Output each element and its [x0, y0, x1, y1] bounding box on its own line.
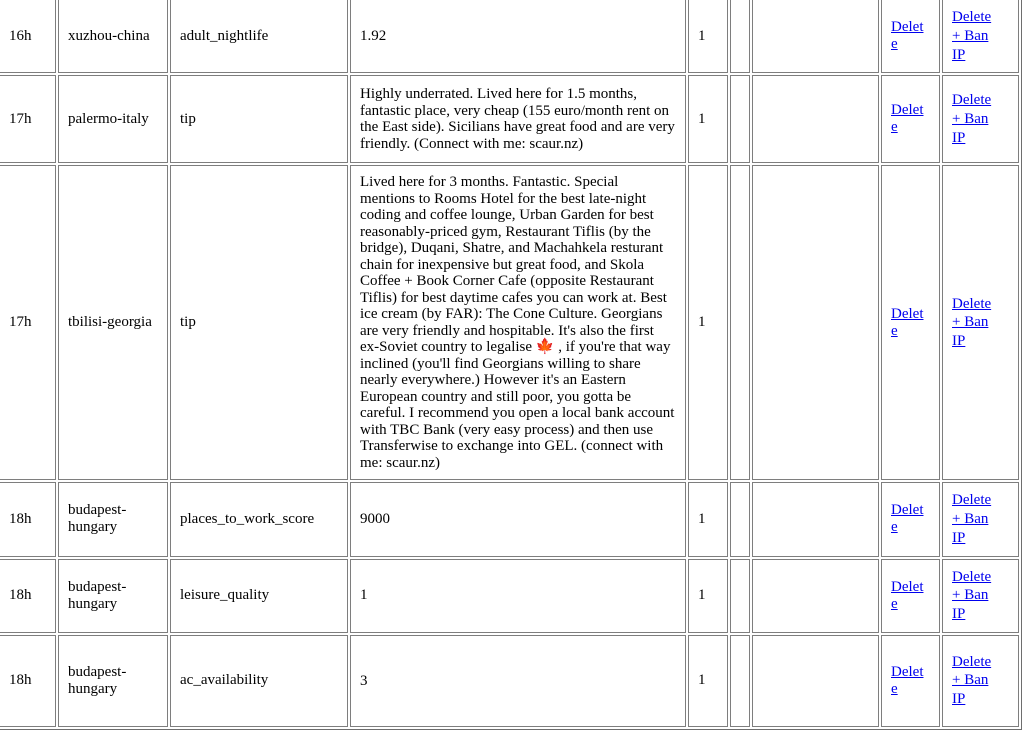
metric-key-cell: tip	[170, 75, 348, 163]
empty-cell-narrow	[730, 559, 750, 633]
delete-ban-cell	[942, 635, 1019, 727]
delete-ban-ip-link[interactable]: Delete + Ban IP	[952, 653, 992, 708]
delete-ban-cell	[942, 482, 1019, 556]
value-cell: 9000	[350, 482, 686, 556]
delete-ban-cell	[942, 165, 1019, 480]
table-row	[0, 75, 1019, 163]
delete-link[interactable]: Delete	[891, 305, 924, 339]
empty-cell-narrow	[730, 75, 750, 163]
table-row	[0, 559, 1019, 633]
time-cell: 18h	[0, 482, 56, 556]
city-cell: palermo-italy	[58, 75, 168, 163]
delete-link[interactable]: Delete	[891, 102, 924, 136]
delete-cell	[881, 482, 940, 556]
time-cell: 17h	[0, 165, 56, 480]
count-cell: 1	[688, 0, 728, 73]
value-cell: Lived here for 3 months. Fantastic. Special mentions to Rooms Hotel for the best late-night coding and coffee lounge, Urban Garden for best reasonably-priced gym, Restaurant Tiflis (by the bridge), Duqani, Shatre, and Machahkela resturant chain for inexpensive but great food, and Skola Coffee + Book Corner Cafe (opposite Restaurant Tiflis) for best daytime cafes you can work at. Best ice cream (by FAR): The Cone Culture. Georgians are very friendly and hospitable. It's also the first ex-Soviet country to legalise 🍁 , if you're that way inclined (you'll find Georgians willing to share nearly everywhere.) However it's an Eastern European country and still poor, you gotta be careful. I recommend you open a local bank account with TBC Bank (very easy process) and then use Transferwise to exchange into GEL. (connect with me: scaur.nz)	[350, 165, 686, 480]
metric-key-cell: tip	[170, 165, 348, 480]
empty-cell-narrow	[730, 165, 750, 480]
empty-cell-wide	[752, 0, 879, 73]
metric-key-cell: places_to_work_score	[170, 482, 348, 556]
delete-ban-cell	[942, 75, 1019, 163]
time-cell: 16h	[0, 0, 56, 73]
empty-cell-wide	[752, 75, 879, 163]
delete-cell	[881, 0, 940, 73]
delete-ban-ip-link[interactable]: Delete + Ban IP	[952, 568, 992, 622]
count-cell: 1	[688, 165, 728, 480]
delete-ban-ip-link[interactable]: Delete + Ban IP	[952, 492, 992, 546]
delete-link[interactable]: Delete	[891, 578, 924, 612]
time-cell: 18h	[0, 559, 56, 633]
empty-cell-narrow	[730, 635, 750, 727]
delete-ban-cell	[942, 559, 1019, 633]
metric-key-cell: ac_availability	[170, 635, 348, 727]
value-cell: 1	[350, 559, 686, 633]
delete-cell	[881, 75, 940, 163]
delete-ban-ip-link[interactable]: Delete + Ban IP	[952, 295, 992, 350]
delete-link[interactable]: Delete	[891, 663, 924, 697]
delete-cell	[881, 635, 940, 727]
table-row	[0, 482, 1019, 556]
count-cell: 1	[688, 482, 728, 556]
delete-ban-ip-link[interactable]: Delete + Ban IP	[952, 92, 992, 146]
count-cell: 1	[688, 635, 728, 727]
table-row	[0, 635, 1019, 727]
empty-cell-wide	[752, 165, 879, 480]
time-cell: 18h	[0, 635, 56, 727]
value-cell: 1.92	[350, 0, 686, 73]
count-cell: 1	[688, 75, 728, 163]
delete-cell	[881, 559, 940, 633]
table-row	[0, 0, 1019, 73]
empty-cell-wide	[752, 482, 879, 556]
value-cell: Highly underrated. Lived here for 1.5 months, fantastic place, very cheap (155 euro/month rent on the East side). Sicilians have great food and are very friendly. (Connect with me: scaur.nz)	[350, 75, 686, 163]
metric-key-cell: leisure_quality	[170, 559, 348, 633]
empty-cell-narrow	[730, 482, 750, 556]
empty-cell-wide	[752, 635, 879, 727]
city-cell: tbilisi-georgia	[58, 165, 168, 480]
city-cell: budapest-hungary	[58, 559, 168, 633]
empty-cell-wide	[752, 559, 879, 633]
delete-cell	[881, 165, 940, 480]
city-cell: budapest-hungary	[58, 482, 168, 556]
city-cell: xuzhou-china	[58, 0, 168, 73]
time-cell: 17h	[0, 75, 56, 163]
delete-ban-cell	[942, 0, 1019, 73]
metric-key-cell: adult_nightlife	[170, 0, 348, 73]
value-cell: 3	[350, 635, 686, 727]
delete-ban-ip-link[interactable]: Delete + Ban IP	[952, 9, 992, 63]
table-row	[0, 165, 1019, 480]
delete-link[interactable]: Delete	[891, 19, 924, 53]
delete-link[interactable]: Delete	[891, 502, 924, 536]
empty-cell-narrow	[730, 0, 750, 73]
count-cell: 1	[688, 559, 728, 633]
city-cell: budapest-hungary	[58, 635, 168, 727]
